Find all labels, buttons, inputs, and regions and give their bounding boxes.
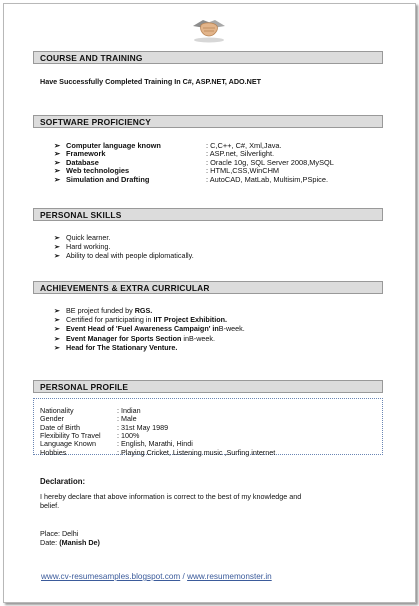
date-line <box>40 539 100 548</box>
achievement-text-suffix: B-week. <box>218 324 245 334</box>
arrow-bullet-icon: ➢ <box>54 333 61 343</box>
achievement-item <box>54 307 152 315</box>
software-key: Simulation and Drafting <box>66 174 150 184</box>
arrow-bullet-icon: ➢ <box>54 233 61 242</box>
profile-value: : 31st May 1989 <box>117 422 169 432</box>
arrow-bullet-icon: ➢ <box>54 306 61 315</box>
software-key: Web technologies <box>66 166 130 176</box>
profile-value: : Playing Cricket, Listening music ,Surfing internet <box>117 447 276 457</box>
arrow-bullet-icon: ➢ <box>54 315 61 325</box>
skill-item <box>54 234 110 242</box>
date-label: Date: <box>40 538 60 547</box>
profile-key: Flexibility To Travel <box>40 430 101 440</box>
section-header-profile: PERSONAL PROFILE <box>33 380 383 393</box>
achievement-highlight: Event Manager for Sports Section <box>66 333 184 343</box>
software-key: Computer language known <box>66 141 161 150</box>
achievement-text: BE project funded by <box>66 306 135 315</box>
profile-key: Gender <box>40 414 64 424</box>
achievement-highlight: RGS. <box>134 306 153 315</box>
achievement-item <box>54 325 245 333</box>
skill-item <box>54 252 194 260</box>
software-row <box>54 176 328 184</box>
achievement-text-suffix: inB-week. <box>183 333 215 343</box>
section-header-software: SOFTWARE PROFICIENCY <box>33 115 383 128</box>
declaration-line-2: belief. <box>40 501 60 510</box>
profile-key: Nationality <box>40 406 74 415</box>
section-header-skills: PERSONAL SKILLS <box>33 208 383 221</box>
declaration-heading: Declaration: <box>40 477 86 486</box>
software-value: : C,C++, C#, Xml,Java. <box>206 141 282 150</box>
arrow-bullet-icon: ➢ <box>54 157 61 167</box>
arrow-bullet-icon: ➢ <box>54 149 61 159</box>
profile-value: : 100% <box>117 430 140 440</box>
achievement-item <box>54 335 215 343</box>
arrow-bullet-icon: ➢ <box>54 324 61 334</box>
achievement-highlight: IIT Project Exhibition. <box>153 315 227 325</box>
footer-link-blogspot[interactable]: www.cv-resumesamples.blogspot.com <box>41 572 181 581</box>
achievement-item <box>54 344 177 352</box>
profile-key: Hobbies <box>40 447 67 457</box>
profile-value: : Indian <box>117 406 141 415</box>
software-value: : AutoCAD, MatLab, Multisim,PSpice. <box>206 174 328 184</box>
achievement-highlight: Event Head of 'Fuel Awareness Campaign' in <box>66 324 219 334</box>
software-value: : HTML,CSS,WinCHM <box>206 166 280 176</box>
achievement-text: Certified for participating in <box>66 315 154 325</box>
handshake-icon <box>189 14 229 44</box>
signature-name: (Manish De) <box>59 538 100 547</box>
arrow-bullet-icon: ➢ <box>54 141 61 150</box>
achievement-item <box>54 316 227 324</box>
footer-links <box>41 572 272 581</box>
place-text: Place: Delhi <box>40 529 79 538</box>
profile-key: Date of Birth <box>40 422 80 432</box>
arrow-bullet-icon: ➢ <box>54 242 61 252</box>
arrow-bullet-icon: ➢ <box>54 342 61 352</box>
declaration-line-1: I hereby declare that above information is correct to the best of my knowledge and <box>40 492 302 501</box>
profile-value: : English, Marathi, Hindi <box>117 439 193 449</box>
software-key: Database <box>66 157 99 167</box>
skill-item <box>54 243 110 251</box>
arrow-bullet-icon: ➢ <box>54 251 61 261</box>
section-header-course: COURSE AND TRAINING <box>33 51 383 64</box>
arrow-bullet-icon: ➢ <box>54 166 61 176</box>
course-text: Have Successfully Completed Training In C#, ASP.NET, ADO.NET <box>40 77 262 86</box>
profile-value: : Male <box>117 414 137 424</box>
footer-link-resumemonster[interactable]: www.resumemonster.in <box>187 572 272 581</box>
achievement-highlight: Head for The Stationary Venture. <box>66 342 178 352</box>
skill-text: Ability to deal with people diplomatically. <box>66 251 194 261</box>
software-value: : ASP.net, Silverlight. <box>206 149 275 159</box>
skill-text: Quick learner. <box>66 233 111 242</box>
section-header-achievements: ACHIEVEMENTS & EXTRA CURRICULAR <box>33 281 383 294</box>
arrow-bullet-icon: ➢ <box>54 174 61 184</box>
footer-separator: / <box>180 572 188 581</box>
profile-key: Language Known <box>40 439 96 449</box>
software-key: Framework <box>66 149 106 159</box>
profile-row <box>40 449 275 457</box>
software-value: : Oracle 10g, SQL Server 2008,MySQL <box>206 157 334 167</box>
skill-text: Hard working. <box>66 242 111 252</box>
page-frame <box>3 3 416 603</box>
